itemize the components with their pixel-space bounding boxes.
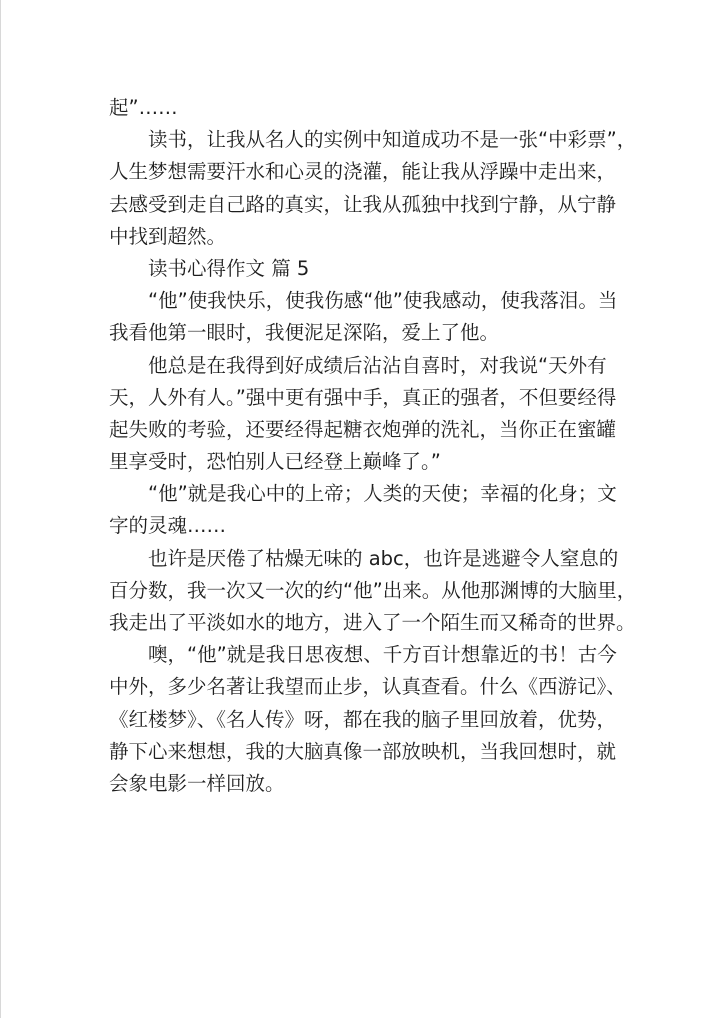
text-line: 静下心来想想，我的大脑真像一部放映机，当我回想时，就 [109, 739, 617, 763]
text-line: 我走出了平淡如水的地方，进入了一个陌生而又稀奇的世界。 [109, 611, 636, 634]
text-line: 中找到超然。 [109, 224, 227, 248]
text-line: 天，人外有人。”强中更有强中手，真正的强者，不但要经得 [109, 385, 617, 409]
text-line: 我看他第一眼时，我便泥足深陷，爱上了他。 [109, 321, 500, 345]
text-line: 《红楼梦》、《名人传》呀，都在我的脑子里回放着，优势， [109, 707, 617, 731]
paragraph-start: 噢，“他”就是我日思夜想、千方百计想靠近的书！古今 [148, 643, 617, 667]
text-line: 会象电影一样回放。 [109, 771, 285, 795]
text-line: 里享受时，恐怕别人已经登上巅峰了。” [109, 450, 441, 474]
text-line: 去感受到走自己路的真实，让我从孤独中找到宁静，从宁静 [109, 192, 617, 216]
text-line: 起”…… [109, 96, 178, 119]
paragraph-start: 也许是厌倦了枯燥无味的 abc，也许是逃避令人窒息的 [148, 546, 619, 570]
paragraph-start: 读书，让我从名人的实例中知道成功不是一张“中彩票”， [148, 128, 637, 152]
text-line: 中外，多少名著让我望而止步，认真查看。什么《西游记》、 [109, 675, 626, 699]
document-body [109, 92, 637, 800]
paragraph-start: 他总是在我得到好成绩后沾沾自喜时，对我说“天外有 [148, 353, 607, 377]
text-line: 百分数，我一次又一次的约“他”出来。从他那渊博的大脑里， [109, 578, 637, 602]
paragraph-start: “他”就是我心中的上帝；人类的天使；幸福的化身；文 [148, 482, 617, 506]
text-line: 人生梦想需要汗水和心灵的浇灌，能让我从浮躁中走出来， [109, 160, 617, 184]
text-line: 起失败的考验，还要经得起糖衣炮弹的洗礼，当你正在蜜罐 [109, 417, 617, 441]
paragraph-start: “他”使我快乐，使我伤感“他”使我感动，使我落泪。当 [148, 289, 618, 313]
section-heading: 读书心得作文 篇 5 [148, 256, 310, 280]
text-line: 字的灵魂…… [109, 514, 227, 538]
